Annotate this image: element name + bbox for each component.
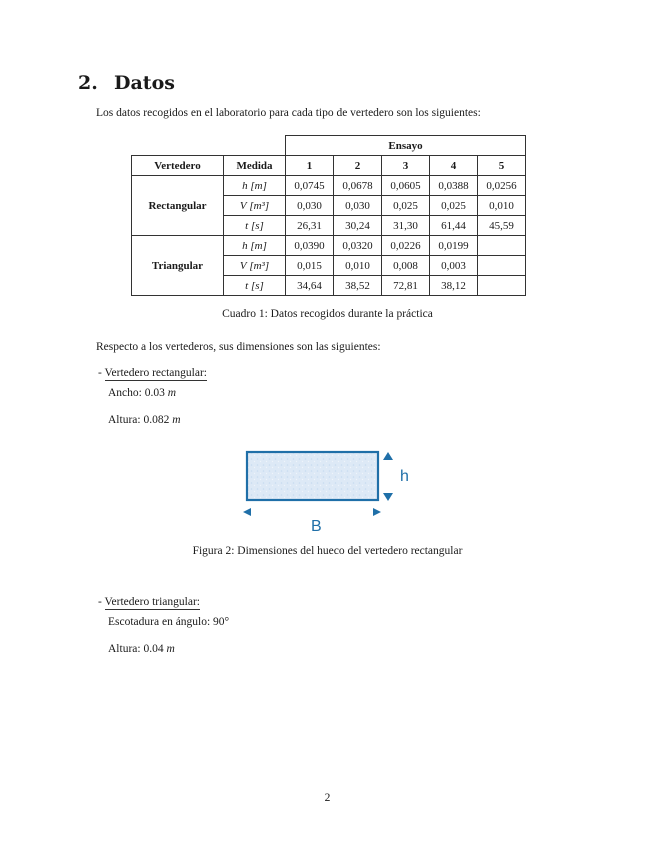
tri-heading: Vertedero triangular: [104, 596, 200, 608]
measure-cell: V [m³] [224, 256, 286, 276]
table-cell: 0,0605 [382, 176, 430, 196]
data-table [131, 135, 526, 296]
trial-header: 2 [334, 156, 382, 176]
table-cell: 45,59 [478, 216, 526, 236]
table-cell [478, 256, 526, 276]
table-cell [478, 236, 526, 256]
table-cell: 26,31 [286, 216, 334, 236]
table-cell: 0,0745 [286, 176, 334, 196]
measure-cell: V [m³] [224, 196, 286, 216]
medida-header: Medida [224, 156, 286, 176]
vertedero-header: Vertedero [132, 156, 224, 176]
group-label-rectangular: Rectangular [132, 176, 224, 236]
measure-cell: h [m] [224, 236, 286, 256]
figure-caption: Figura 2: Dimensiones del hueco del vertedero rectangular [192, 545, 463, 557]
rect-weir-diagram [238, 445, 418, 535]
measure-cell: t [s] [224, 216, 286, 236]
bullet-dash: - [98, 367, 105, 379]
table-row [132, 236, 526, 256]
b-arrow-right-icon [373, 508, 381, 516]
table-cell: 31,30 [382, 216, 430, 236]
table-cell: 34,64 [286, 276, 334, 296]
trial-header: 3 [382, 156, 430, 176]
rect-heading: Vertedero rectangular: [104, 367, 207, 379]
table-cell: 0,0388 [430, 176, 478, 196]
tri-escotadura: Escotadura en ángulo: 90° [108, 616, 230, 628]
group-label-triangular: Triangular [132, 236, 224, 296]
page-number: 2 [324, 792, 331, 804]
table-cell: 0,015 [286, 256, 334, 276]
b-arrow-left-icon [243, 508, 251, 516]
table-cell: 0,0678 [334, 176, 382, 196]
table-cell [478, 276, 526, 296]
ensayo-header: Ensayo [286, 136, 526, 156]
trial-header: 1 [286, 156, 334, 176]
rect-bullet [98, 367, 207, 379]
h-label: h [400, 468, 409, 485]
h-arrow-bottom-icon [383, 493, 393, 501]
section-title: Datos [114, 72, 175, 94]
bullet-dash: - [98, 596, 105, 608]
table-cell: 0,030 [286, 196, 334, 216]
table-row [132, 176, 526, 196]
b-label: B [311, 518, 322, 535]
measure-cell: t [s] [224, 276, 286, 296]
table-cell: 0,003 [430, 256, 478, 276]
tri-bullet [98, 596, 200, 608]
section-heading [78, 72, 175, 94]
table-cell: 0,008 [382, 256, 430, 276]
table-cell: 0,025 [382, 196, 430, 216]
table-cell: 38,12 [430, 276, 478, 296]
measure-cell: h [m] [224, 176, 286, 196]
table-cell: 0,0390 [286, 236, 334, 256]
table-caption: Cuadro 1: Datos recogidos durante la práctica [222, 308, 433, 320]
table-cell: 72,81 [382, 276, 430, 296]
trial-header: 5 [478, 156, 526, 176]
table-cell: 0,0320 [334, 236, 382, 256]
rect-altura: Altura: 0.082 m [108, 414, 181, 426]
tri-altura: Altura: 0.04 m [108, 643, 175, 655]
opening-rect [247, 452, 378, 500]
table-cell: 0,0199 [430, 236, 478, 256]
rect-ancho: Ancho: 0.03 m [108, 387, 177, 399]
dimensions-paragraph: Respecto a los vertederos, sus dimensiones son las siguientes: [96, 341, 381, 353]
section-number: 2. [78, 72, 98, 94]
table-cell: 0,010 [334, 256, 382, 276]
intro-paragraph: Los datos recogidos en el laboratorio para cada tipo de vertedero son los siguientes: [96, 107, 481, 119]
h-arrow-top-icon [383, 452, 393, 460]
table-cell: 0,030 [334, 196, 382, 216]
table-cell: 61,44 [430, 216, 478, 236]
table-cell: 0,0226 [382, 236, 430, 256]
table-cell: 38,52 [334, 276, 382, 296]
trial-header: 4 [430, 156, 478, 176]
table-cell: 0,0256 [478, 176, 526, 196]
table-cell: 0,010 [478, 196, 526, 216]
table-cell: 30,24 [334, 216, 382, 236]
table-cell: 0,025 [430, 196, 478, 216]
